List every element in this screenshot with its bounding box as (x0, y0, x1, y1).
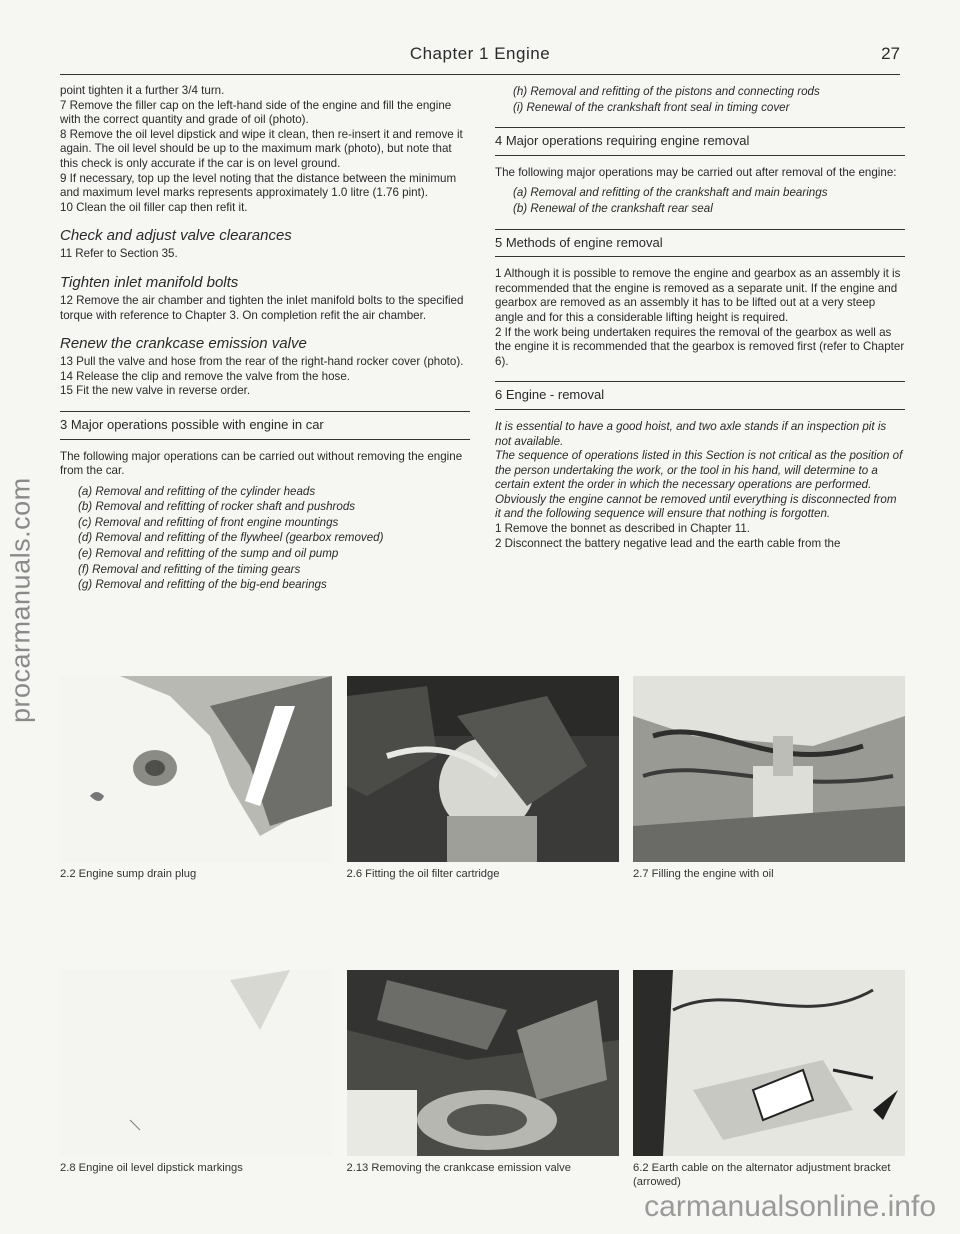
paragraph: 15 Fit the new valve in reverse order. (60, 384, 251, 398)
section-4-list (495, 186, 905, 216)
list-item: (g) Removal and refitting of the big-end bearings (78, 578, 327, 592)
paragraph: 12 Remove the air chamber and tighten the inlet manifold bolts to the specified torque with reference to Chapter 3. On completion refit the air chamber. (60, 293, 464, 322)
paragraph: 10 Clean the oil filler cap then refit it. (60, 200, 248, 214)
paragraph: 14 Release the clip and remove the valve from the hose. (60, 369, 351, 383)
photo-caption: 2.6 Fitting the oil filter cartridge (346, 868, 500, 880)
earth-cable-photo (633, 970, 905, 1156)
paragraph: 7 Remove the filler cap on the left-hand side of the engine and fill the engine with the correct quantity and grade of oil (photo). (60, 98, 452, 127)
paragraph: The following major operations can be carried out without removing the engine from the car. (60, 449, 463, 478)
list-item: (a) Removal and refitting of the cylinder heads (78, 484, 316, 498)
sump-drain-plug-photo (60, 676, 332, 862)
section-5-heading: 5 Methods of engine removal (495, 229, 905, 258)
paragraph: 8 Remove the oil level dipstick and wipe it clean, then re-insert it and remove it again. The oil level should be up to the maximum mark (photo), but note that this check is only accurate if the car is on level ground. (60, 127, 463, 170)
list-item: (d) Removal and refitting of the flywheel (gearbox removed) (78, 531, 384, 545)
chapter-title: Chapter 1 Engine (409, 44, 551, 63)
dipstick-photo (60, 970, 332, 1156)
photo-caption: 2.8 Engine oil level dipstick markings (60, 1162, 243, 1174)
subheading-crankcase: Renew the crankcase emission valve (60, 335, 307, 353)
paragraph: 2 If the work being undertaken requires the removal of the gearbox as well as the engine it is recommended that the gearbox is removed first (refer to Chapter 6). (495, 325, 905, 368)
photo-caption: 6.2 Earth cable on the alternator adjustment bracket (arrowed) (633, 1162, 891, 1188)
photo-block (633, 676, 905, 882)
page-header (60, 40, 900, 75)
paragraph: 1 Although it is possible to remove the engine and gearbox as an assembly it is recommended that the engine is removed as a separate unit. If the engine and gearbox are removed as an assembly it has to be lifted out at a very steep angle and for this a considerable lifting height is required. (495, 267, 901, 324)
section-6-heading: 6 Engine - removal (495, 381, 905, 410)
italic-paragraph: It is essential to have a good hoist, and two axle stands if an inspection pit is not available. (495, 419, 887, 448)
oil-filter-photo (347, 676, 619, 862)
photo-block (347, 676, 619, 882)
photo-block (60, 676, 332, 882)
photo-block (633, 970, 905, 1189)
paragraph: 9 If necessary, top up the level noting that the distance between the minimum and maximum level marks represents approximately 1.0 litre (1.76 pint). (60, 171, 457, 200)
list-item: (a) Removal and refitting of the crankshaft and main bearings (513, 186, 828, 200)
section-3-heading: 3 Major operations possible with engine in car (60, 411, 470, 440)
photo-caption: 2.13 Removing the crankcase emission valve (346, 1162, 571, 1174)
emission-valve-photo (347, 970, 619, 1156)
section-3-list (60, 485, 470, 593)
watermark-left: procarmanuals.com (5, 477, 36, 723)
watermark-bottom: carmanualsonline.info (644, 1190, 936, 1223)
section-3-list-continued (495, 85, 905, 115)
list-item: (i) Renewal of the crankshaft front seal in timing cover (513, 100, 790, 114)
photo-caption: 2.2 Engine sump drain plug (60, 868, 197, 880)
list-item: (b) Renewal of the crankshaft rear seal (513, 201, 713, 215)
paragraph: 2 Disconnect the battery negative lead and the earth cable from the (495, 536, 841, 550)
section-4-heading: 4 Major operations requiring engine removal (495, 127, 905, 156)
photo-row-1 (60, 676, 905, 882)
subheading-valve: Check and adjust valve clearances (60, 227, 292, 245)
list-item: (b) Removal and refitting of rocker shaft and pushrods (78, 500, 356, 514)
paragraph: 13 Pull the valve and hose from the rear of the right-hand rocker cover (photo). (60, 355, 464, 369)
photo-block (60, 970, 332, 1189)
italic-paragraph: The sequence of operations listed in this Section is not critical as the position of the person undertaking the work, or the tool in his hand, will determine to a certain extent the order in which the necessary operations are performed. Obviously the engine cannot be removed until everything is disconnected from it and the following sequence will ensure that nothing is forgotten. (495, 449, 903, 521)
photo-row-2 (60, 970, 905, 1189)
oil-filling-photo (633, 676, 905, 862)
page-number: 27 (881, 44, 900, 63)
paragraph: point tighten it a further 3/4 turn. (60, 84, 225, 97)
paragraph: The following major operations may be carried out after removal of the engine: (495, 165, 897, 179)
photo-block (347, 970, 619, 1189)
list-item: (c) Removal and refitting of front engine mountings (78, 515, 339, 529)
list-item: (h) Removal and refitting of the pistons and connecting rods (513, 85, 820, 98)
photo-caption: 2.7 Filling the engine with oil (633, 868, 774, 880)
subheading-manifold: Tighten inlet manifold bolts (60, 273, 239, 291)
list-item: (f) Removal and refitting of the timing gears (78, 562, 301, 576)
right-column (495, 84, 905, 551)
list-item: (e) Removal and refitting of the sump and oil pump (78, 547, 339, 561)
left-column (60, 84, 470, 594)
paragraph: 11 Refer to Section 35. (60, 247, 178, 261)
paragraph: 1 Remove the bonnet as described in Chapter 11. (495, 522, 751, 536)
